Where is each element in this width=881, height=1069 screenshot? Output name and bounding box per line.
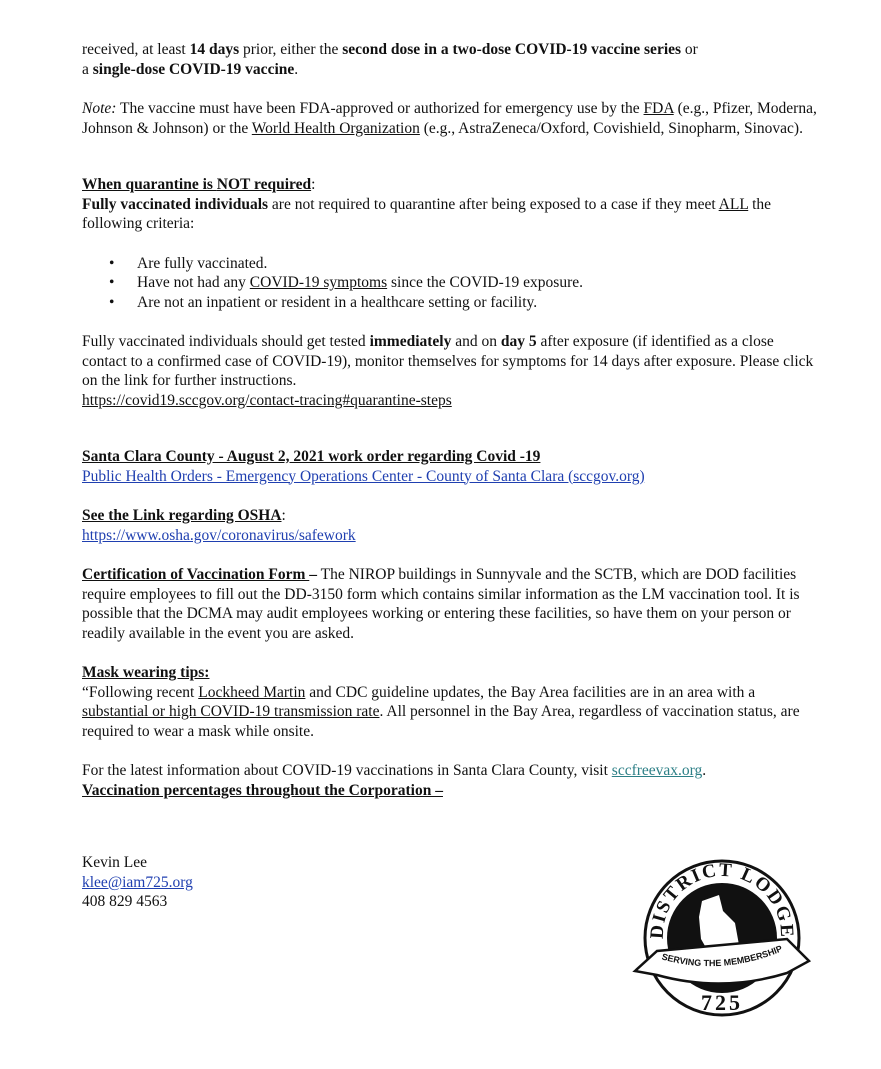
osha-heading [82, 506, 822, 526]
vaccination-percentages-heading: Vaccination percentages throughout the Corporation – [82, 781, 443, 799]
document-body [82, 40, 822, 800]
text-run: prior, either the [239, 41, 343, 58]
mask-paragraph [82, 683, 822, 742]
list-item [82, 293, 822, 313]
text-run: The vaccine must have been FDA-approved or authorized for emergency use by the [116, 100, 644, 117]
district-lodge-logo [627, 853, 817, 1023]
who-link[interactable]: World Health Organization [251, 119, 420, 137]
text-run: “Following recent [82, 683, 199, 701]
covid-symptoms-link[interactable]: COVID-19 symptoms [249, 274, 388, 291]
text-run: the following criteria: [82, 195, 772, 232]
text-run: a [82, 60, 93, 78]
text-run: . [294, 60, 299, 78]
transmission-rate-link[interactable]: substantial or high COVID-19 transmission rate [82, 703, 380, 720]
list-item [82, 273, 822, 293]
latest-info-paragraph [82, 761, 822, 781]
logo-banner-text: SERVING THE MEMBERSHIP [660, 943, 784, 969]
logo-number: 725 [701, 990, 743, 1015]
text-run: – [309, 566, 318, 583]
text-run: ALL [718, 195, 749, 213]
certification-paragraph [82, 565, 822, 643]
text-run: since the COVID-19 exposure. [387, 274, 583, 291]
mask-heading: Mask wearing tips: [82, 664, 210, 681]
quarantine-intro [82, 195, 822, 234]
text-run: second dose in a two-dose COVID-19 vaccine series [342, 41, 682, 58]
text-run: . All personnel in the Bay Area, regardless of vaccination status, are required to wear a mask while onsite. [82, 703, 800, 740]
contact-tracing-link[interactable]: https://covid19.sccgov.org/contact-tracing#quarantine-steps [82, 391, 452, 409]
signature-name: Kevin Lee [82, 854, 147, 871]
text-run: received, at least [82, 41, 190, 58]
criteria-list [82, 254, 822, 313]
logo-graphic [627, 853, 817, 1023]
text-run: day 5 [500, 333, 537, 350]
note-paragraph [82, 99, 822, 138]
signature-email-link[interactable]: klee@iam725.org [82, 873, 193, 891]
text-run: NOT required [216, 176, 312, 193]
text-run: Are fully vaccinated. [137, 254, 268, 272]
note-label: Note: [82, 100, 117, 117]
text-run: The NIROP buildings in Sunnyvale and the SCTB, which are DOD facilities require employees to fill out the DD-3150 form which contains similar information as the LM vaccination tool. It is possible that the DCMA may audit employees working or entering these facilities, so have them on your person or readily available in the event you are asked. [82, 566, 800, 642]
list-item [82, 254, 822, 274]
text-run: Are not an inpatient or resident in a healthcare setting or facility. [137, 293, 538, 311]
certification-heading: Certification of Vaccination Form [82, 566, 310, 583]
text-run: single-dose COVID-19 vaccine [92, 60, 295, 78]
santa-clara-heading: Santa Clara County - August 2, 2021 work order regarding Covid -19 [82, 448, 541, 465]
text-run: . [702, 762, 707, 779]
signature-phone: 408 829 4563 [82, 893, 168, 910]
osha-link[interactable]: https://www.osha.gov/coronavirus/safework [82, 526, 356, 544]
text-run: (e.g., AstraZeneca/Oxford, Covishield, Sinopharm, Sinovac). [419, 119, 803, 137]
text-run: are not required to quarantine after being exposed to a case if they meet [268, 195, 719, 213]
signature-block [82, 853, 193, 912]
text-run: immediately [369, 333, 452, 350]
fda-link[interactable]: FDA [643, 100, 674, 117]
text-run: 14 days [189, 41, 240, 58]
text-run: See the Link regarding OSHA [82, 507, 282, 524]
text-run: : [311, 176, 316, 193]
text-run: Fully vaccinated individuals should get tested [82, 333, 370, 350]
testing-paragraph [82, 332, 822, 410]
logo-top-text: DISTRICT LODGE [646, 859, 798, 940]
text-run: (e.g., Pfizer, Moderna, Johnson & Johnson) or the [82, 100, 817, 137]
text-run: after exposure (if identified as a close contact to a confirmed case of COVID-19), monitor themselves for symptoms for 14 days after exposure. Please click on the link for further instructions. [82, 333, 814, 389]
text-run: Fully vaccinated individuals [82, 195, 269, 213]
text-run: and on [451, 333, 501, 350]
text-run: : [281, 507, 286, 524]
sccfreevax-link[interactable]: sccfreevax.org [611, 762, 703, 779]
public-health-orders-link[interactable]: Public Health Orders - Emergency Operations Center - County of Santa Clara (sccgov.org) [82, 467, 645, 485]
text-run: Have not had any [137, 274, 250, 291]
vaccine-definition-paragraph [82, 40, 822, 79]
text-run: and CDC guideline updates, the Bay Area facilities are in an area with a [305, 683, 756, 701]
lockheed-martin-link[interactable]: Lockheed Martin [198, 683, 306, 701]
text-run: For the latest information about COVID-19 vaccinations in Santa Clara County, visit [82, 762, 612, 779]
quarantine-heading [82, 175, 822, 195]
text-run: or [681, 41, 698, 58]
text-run: When quarantine is [82, 176, 217, 193]
